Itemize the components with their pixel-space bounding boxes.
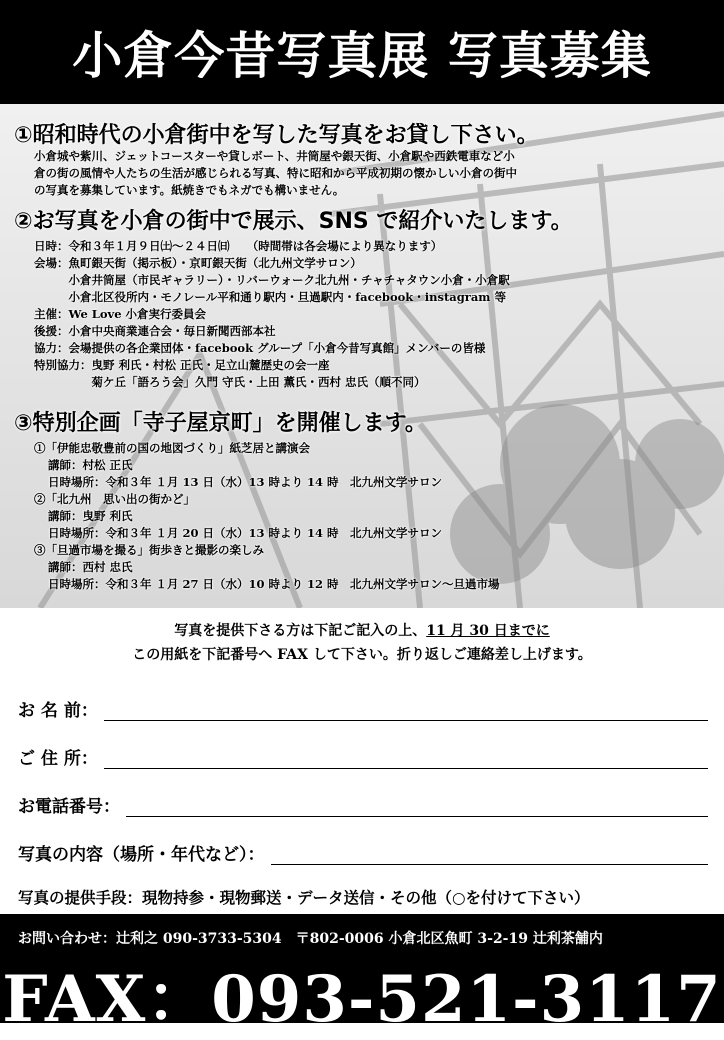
name-label: お 名 前：: [18, 701, 98, 721]
name-input-line[interactable]: [104, 700, 708, 721]
form-lead-1: [0, 620, 724, 640]
support-row: [34, 323, 710, 340]
phone-input-line[interactable]: [126, 796, 708, 817]
support-value: 小倉中央商業連合会・毎日新聞西部本社: [68, 324, 276, 338]
content-input-line[interactable]: [271, 844, 709, 865]
special-label: 特別協力：: [34, 358, 92, 372]
content-label: 写真の内容（場所・年代など）：: [18, 845, 265, 865]
form-lead-2: この用紙を下記番号へ FAX して下さい。折り返しご連絡差し上げます。: [132, 647, 592, 663]
venue-line: 魚町銀天街（掲示板）・京町銀天街（北九州文学サロン）: [68, 256, 362, 270]
fax-number: FAX：093-521-3117: [2, 962, 722, 1037]
special-row: [34, 357, 710, 391]
event-lecturer: 講師：村松 正氏: [48, 458, 133, 472]
date-label: 日時：: [34, 239, 69, 253]
section2-body: [34, 238, 710, 391]
event-title: ②「北九州 思い出の街かど」: [34, 492, 195, 506]
lead-text: 写真を提供下さる方は下記ご記入の上、: [174, 623, 427, 639]
section3-heading: ③特別企画「寺子屋京町」を開催します。: [14, 411, 427, 436]
contact-info: お問い合わせ：辻利之 090-3733-5304 〒802-0006 小倉北区魚町 3-2-19 辻利茶舗内: [18, 931, 603, 947]
organizer-label: 主催：: [34, 307, 69, 321]
section3-body: [34, 440, 710, 593]
organizer-value: We Love 小倉実行委員会: [68, 307, 207, 321]
cooperation-value: 会場提供の各企業団体・facebook グループ「小倉今昔写真館」メンバーの皆様: [68, 341, 486, 355]
section1-line: の写真を募集しています。紙焼きでもネガでも構いません。: [34, 183, 345, 197]
phone-label: お電話番号：: [18, 797, 120, 817]
deadline-text: 11 月 30 日までに: [426, 623, 550, 639]
support-label: 後援：: [34, 324, 69, 338]
address-field[interactable]: [18, 744, 708, 769]
footer-banner: [0, 914, 724, 1037]
application-form: [0, 608, 724, 914]
page-title: 小倉今昔写真展 写真募集: [72, 27, 652, 85]
date-row: [34, 238, 710, 255]
name-field[interactable]: [18, 696, 708, 721]
section1-line: 倉の街の風情や人たちの生活が感じられる写真、特に昭和から平成初期の懐かしい小倉の街中: [34, 166, 517, 180]
event-when: 日時場所：令和３年 １月 27 日（水）10 時より 12 時 北九州文学サロン〜旦過市場: [48, 577, 500, 591]
venue-row: [34, 255, 710, 306]
event-when: 日時場所：令和３年 １月 20 日（水）13 時より 14 時 北九州文学サロン: [48, 526, 443, 540]
address-input-line[interactable]: [104, 748, 708, 769]
section1-body: [34, 148, 710, 199]
info-section: [0, 104, 724, 608]
event-when: 日時場所：令和３年 １月 13 日（水）13 時より 14 時 北九州文学サロン: [48, 475, 443, 489]
cooperation-label: 協力：: [34, 341, 69, 355]
phone-field[interactable]: [18, 792, 708, 817]
venue-label: 会場：: [34, 256, 69, 270]
event-lecturer: 講師：曳野 利氏: [48, 509, 133, 523]
section2-heading: ②お写真を小倉の街中で展示、SNS で紹介いたします。: [14, 209, 573, 234]
date-value: 令和３年１月９日㈯〜２４日㈰ （時間帯は各会場により異なります）: [68, 239, 443, 253]
venue-line: 小倉北区役所内・モノレール平和通り駅内・旦過駅内・facebook・instagram 等: [68, 290, 506, 304]
event-lecturer: 講師：西村 忠氏: [48, 560, 133, 574]
event-title: ③「旦過市場を撮る」街歩きと撮影の楽しみ: [34, 543, 264, 557]
venue-line: 小倉井筒屋（市民ギャラリー）・リバーウォーク北九州・チャチャタウン小倉・小倉駅: [68, 273, 510, 287]
cooperation-row: [34, 340, 710, 357]
section1-line: 小倉城や紫川、ジェットコースターや貸しボート、井筒屋や銀天街、小倉駅や西鉄電車など小: [34, 149, 515, 163]
header-banner: [0, 0, 724, 104]
organizer-row: [34, 306, 710, 323]
special-line: 菊ケ丘「語ろう会」久門 守氏・上田 薫氏・西村 忠氏（順不同）: [91, 375, 426, 389]
event-title: ①「伊能忠敬豊前の国の地図づくり」紙芝居と講演会: [34, 441, 310, 455]
section1-heading: ①昭和時代の小倉街中を写した写真をお貸し下さい。: [14, 123, 539, 148]
address-label: ご 住 所：: [18, 749, 98, 769]
special-line: 曳野 利氏・村松 正氏・足立山麓歴史の会一座: [91, 358, 330, 372]
provision-means: 写真の提供手段：現物持参・現物郵送・データ送信・その他（○を付けて下さい）: [18, 888, 590, 907]
content-field[interactable]: [18, 840, 708, 865]
